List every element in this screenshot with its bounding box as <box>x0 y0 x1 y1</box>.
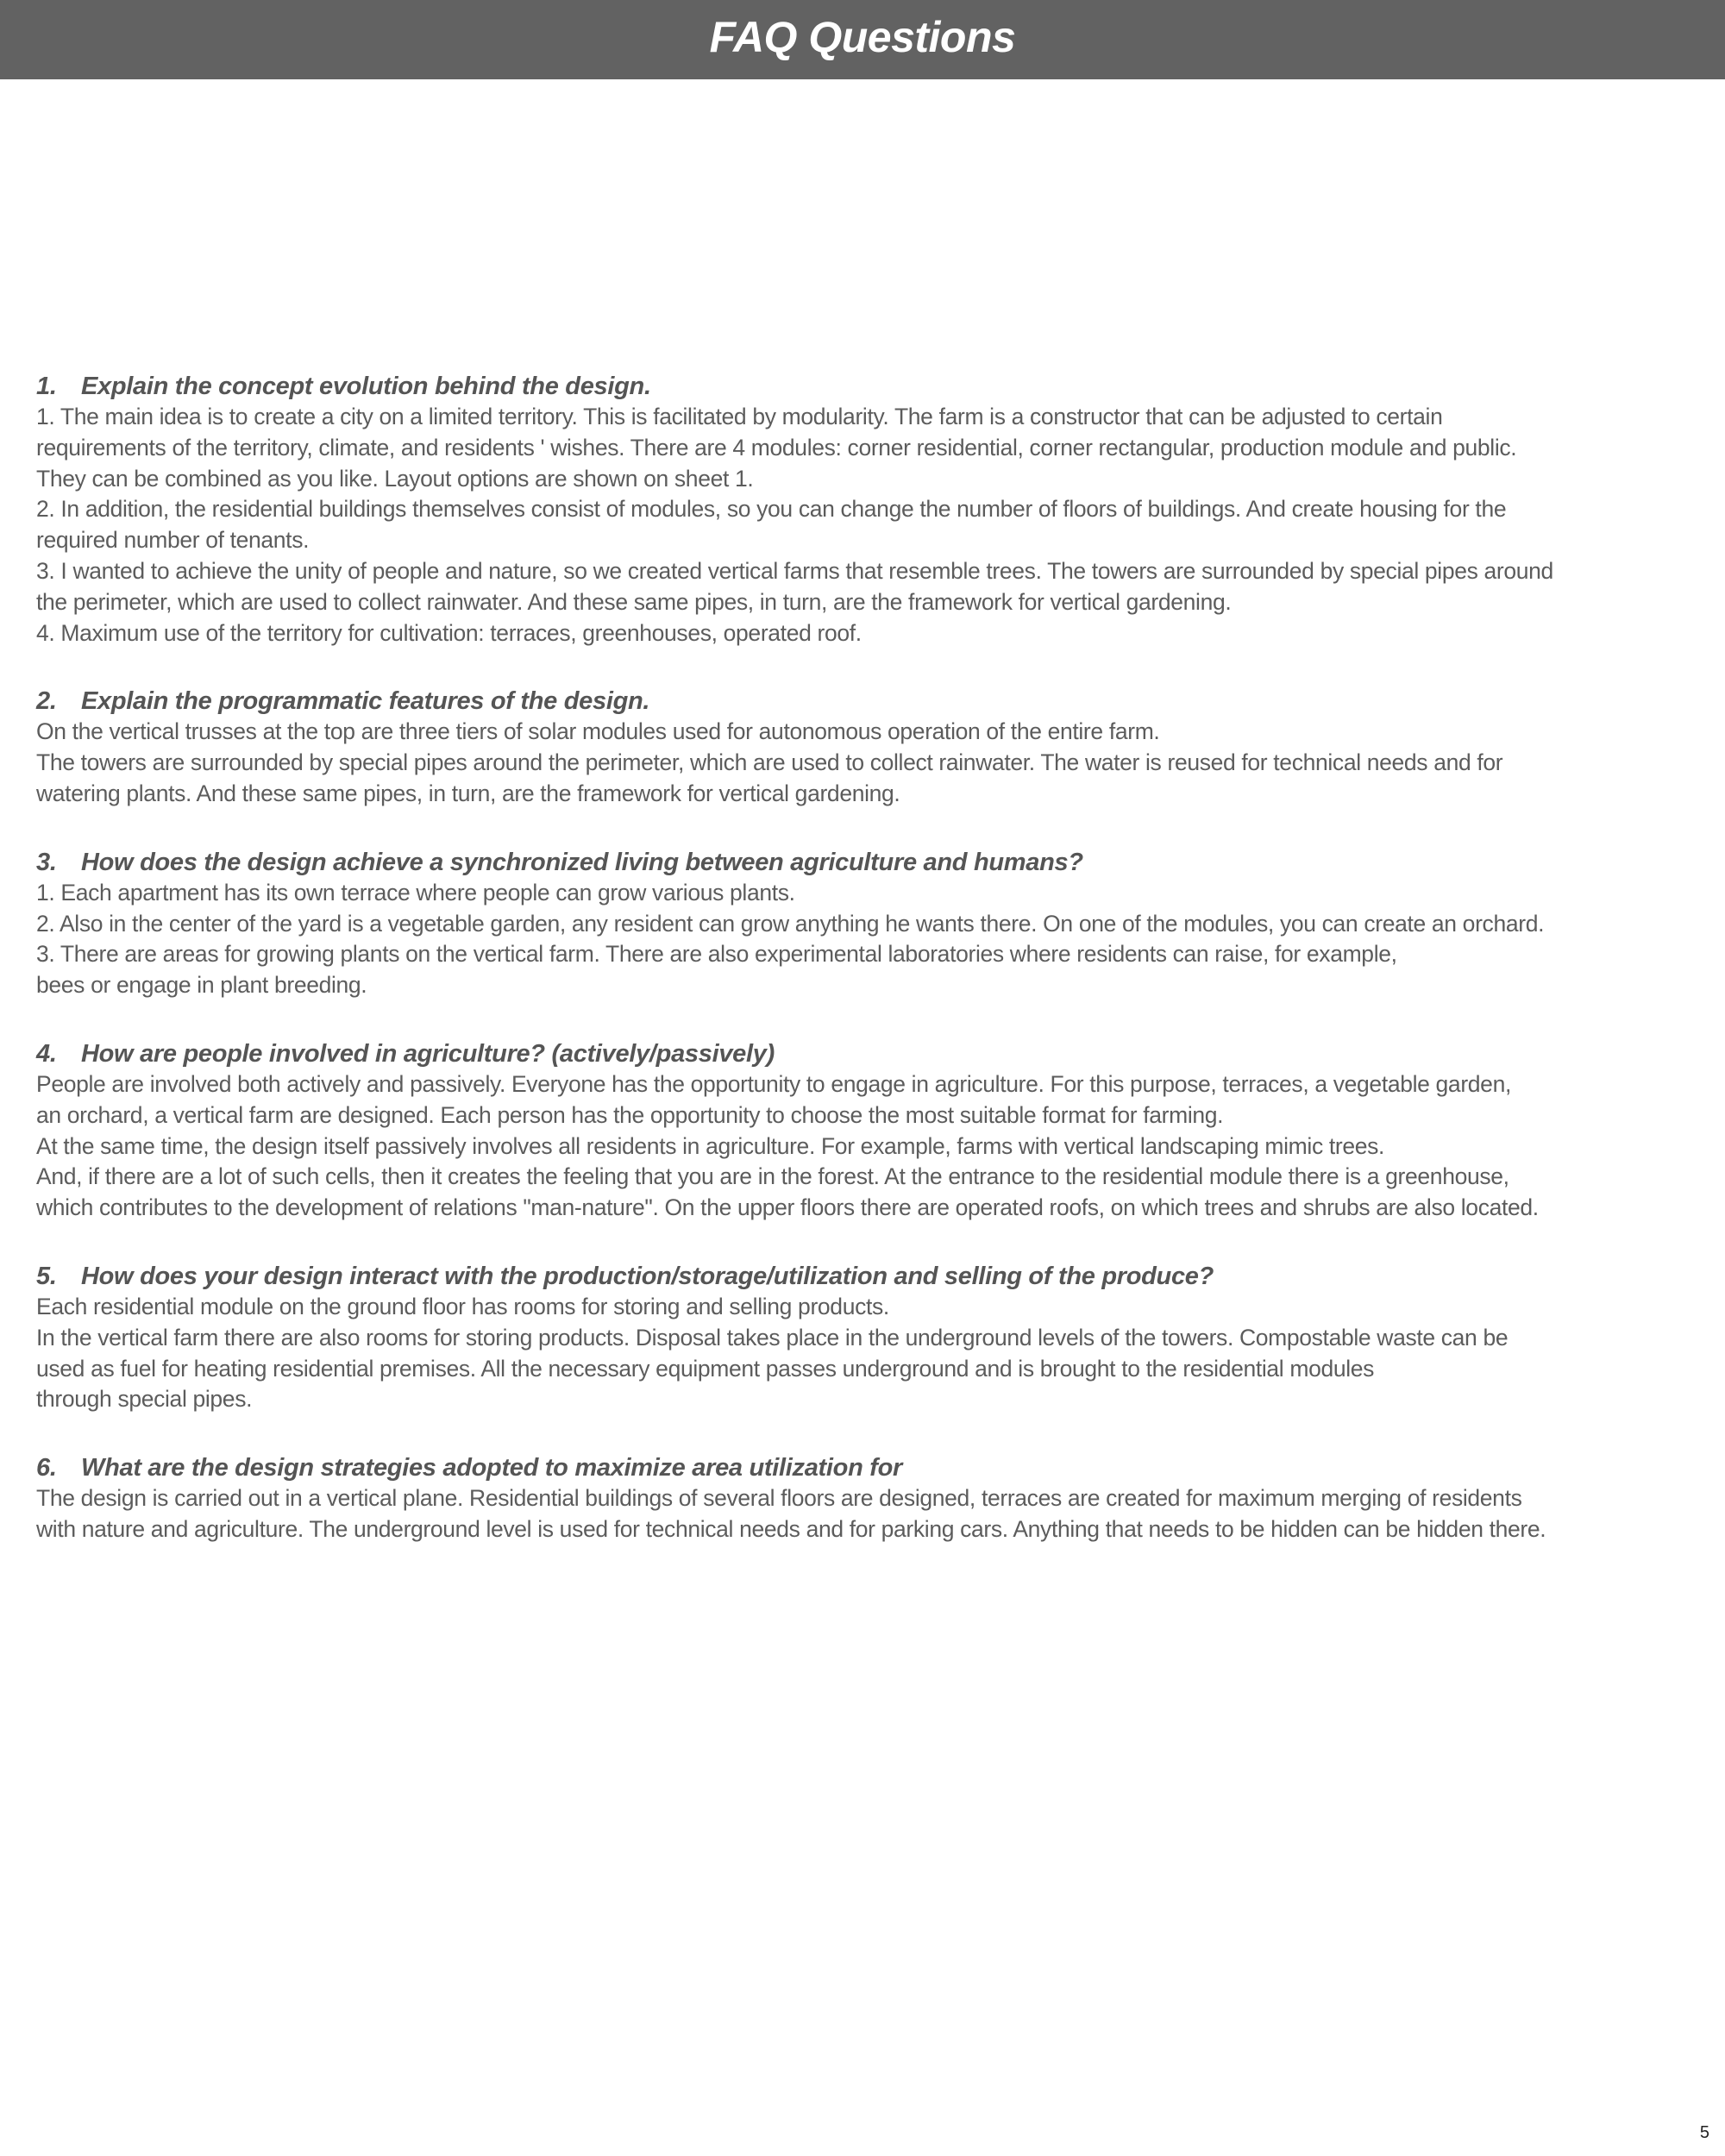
faq-section <box>36 686 1709 809</box>
faq-answer-line: At the same time, the design itself passively involves all residents in agriculture. For example, farms with vertical landscaping mimic trees. <box>36 1132 1385 1159</box>
faq-question-text: Explain the concept evolution behind the design. <box>81 373 651 400</box>
faq-answer-line: They can be combined as you like. Layout options are shown on sheet 1. <box>36 465 754 492</box>
faq-question-text: How does the design achieve a synchronized living between agriculture and humans? <box>81 848 1083 876</box>
faq-answer-line: required number of tenants. <box>36 527 310 554</box>
faq-answer-line: 2. Also in the center of the yard is a vegetable garden, any resident can grow anything he wants there. On one of the modules, you can create an orchard. <box>36 910 1545 937</box>
faq-answer-line: People are involved both actively and passively. Everyone has the opportunity to engage in agriculture. For this purpose, terraces, a vegetable garden, <box>36 1070 1511 1097</box>
faq-answer-line: which contributes to the development of relations "man-nature". On the upper floors there are operated roofs, on which trees and shrubs are also located. <box>36 1194 1539 1221</box>
faq-section <box>36 847 1709 1001</box>
faq-answer-line: And, if there are a lot of such cells, then it creates the feeling that you are in the forest. At the entrance to the residential module there is a greenhouse, <box>36 1163 1509 1190</box>
faq-answer-line: The towers are surrounded by special pipes around the perimeter, which are used to collect rainwater. The water is reused for technical needs and for <box>36 749 1503 776</box>
faq-section <box>36 1452 1709 1545</box>
faq-section <box>36 371 1709 649</box>
faq-answer-line: with nature and agriculture. The underground level is used for technical needs and for parking cars. Anything that needs to be hidden can be hidden there. <box>36 1515 1546 1542</box>
faq-answer-line: On the vertical trusses at the top are three tiers of solar modules used for autonomous operation of the entire farm. <box>36 718 1160 745</box>
faq-question-text: How are people involved in agriculture? (actively/passively) <box>81 1039 775 1068</box>
faq-section <box>36 1038 1709 1224</box>
faq-answer-line: The design is carried out in a vertical plane. Residential buildings of several floors are designed, terraces are created for maximum merging of residents <box>36 1485 1522 1512</box>
faq-question-number: 1. <box>36 373 57 400</box>
faq-question <box>36 847 1709 878</box>
page-number: 5 <box>1699 2123 1709 2142</box>
faq-answer-line: 1. Each apartment has its own terrace where people can grow various plants. <box>36 879 795 906</box>
faq-answer-line: Each residential module on the ground floor has rooms for storing and selling products. <box>36 1293 889 1319</box>
faq-answer-line: 3. There are areas for growing plants on the vertical farm. There are also experimental laboratories where residents can raise, for example, <box>36 941 1397 968</box>
faq-answer-line: In the vertical farm there are also rooms for storing products. Disposal takes place in the underground levels of the towers. Compostable waste can be <box>36 1324 1509 1351</box>
faq-answer-line: watering plants. And these same pipes, in turn, are the framework for vertical gardening. <box>36 780 900 806</box>
faq-answer-line: 3. I wanted to achieve the unity of people and nature, so we created vertical farms that resemble trees. The towers are surrounded by special pipes around <box>36 557 1553 584</box>
header-bar <box>0 0 1725 79</box>
faq-section <box>36 1261 1709 1415</box>
faq-question-number: 3. <box>36 848 57 876</box>
faq-question-number: 5. <box>36 1262 57 1290</box>
faq-question <box>36 371 1709 402</box>
faq-answer-line: 4. Maximum use of the territory for cultivation: terraces, greenhouses, operated roof. <box>36 619 862 646</box>
faq-answer-line: an orchard, a vertical farm are designed. Each person has the opportunity to choose the most suitable format for farming. <box>36 1101 1224 1128</box>
faq-question-text: What are the design strategies adopted to maximize area utilization for <box>81 1454 903 1482</box>
faq-answer-line: through special pipes. <box>36 1386 253 1413</box>
faq-question-number: 6. <box>36 1454 57 1482</box>
faq-answer-line: bees or engage in plant breeding. <box>36 972 367 999</box>
faq-question <box>36 1261 1709 1292</box>
faq-question <box>36 1452 1709 1483</box>
faq-answer-line: requirements of the territory, climate, and residents ' wishes. There are 4 modules: corner residential, corner rectangular, production module and public. <box>36 434 1517 461</box>
page-title: FAQ Questions <box>709 13 1016 61</box>
faq-list <box>36 371 1709 1583</box>
faq-question-number: 2. <box>36 687 57 716</box>
faq-answer-line: 2. In addition, the residential buildings themselves consist of modules, so you can change the number of floors of buildings. And create housing for the <box>36 496 1507 523</box>
faq-question <box>36 686 1709 717</box>
faq-question-number: 4. <box>36 1039 57 1068</box>
faq-answer-line: 1. The main idea is to create a city on a limited territory. This is facilitated by modularity. The farm is a constructor that can be adjusted to certain <box>36 404 1443 429</box>
faq-question-text: Explain the programmatic features of the design. <box>81 687 650 716</box>
faq-answer-line: used as fuel for heating residential premises. All the necessary equipment passes underground and is brought to the residential modules <box>36 1355 1375 1382</box>
faq-question <box>36 1038 1709 1069</box>
faq-answer-line: the perimeter, which are used to collect rainwater. And these same pipes, in turn, are the framework for vertical gardening. <box>36 588 1232 615</box>
faq-question-text: How does your design interact with the production/storage/utilization and selling of the produce? <box>81 1262 1214 1290</box>
